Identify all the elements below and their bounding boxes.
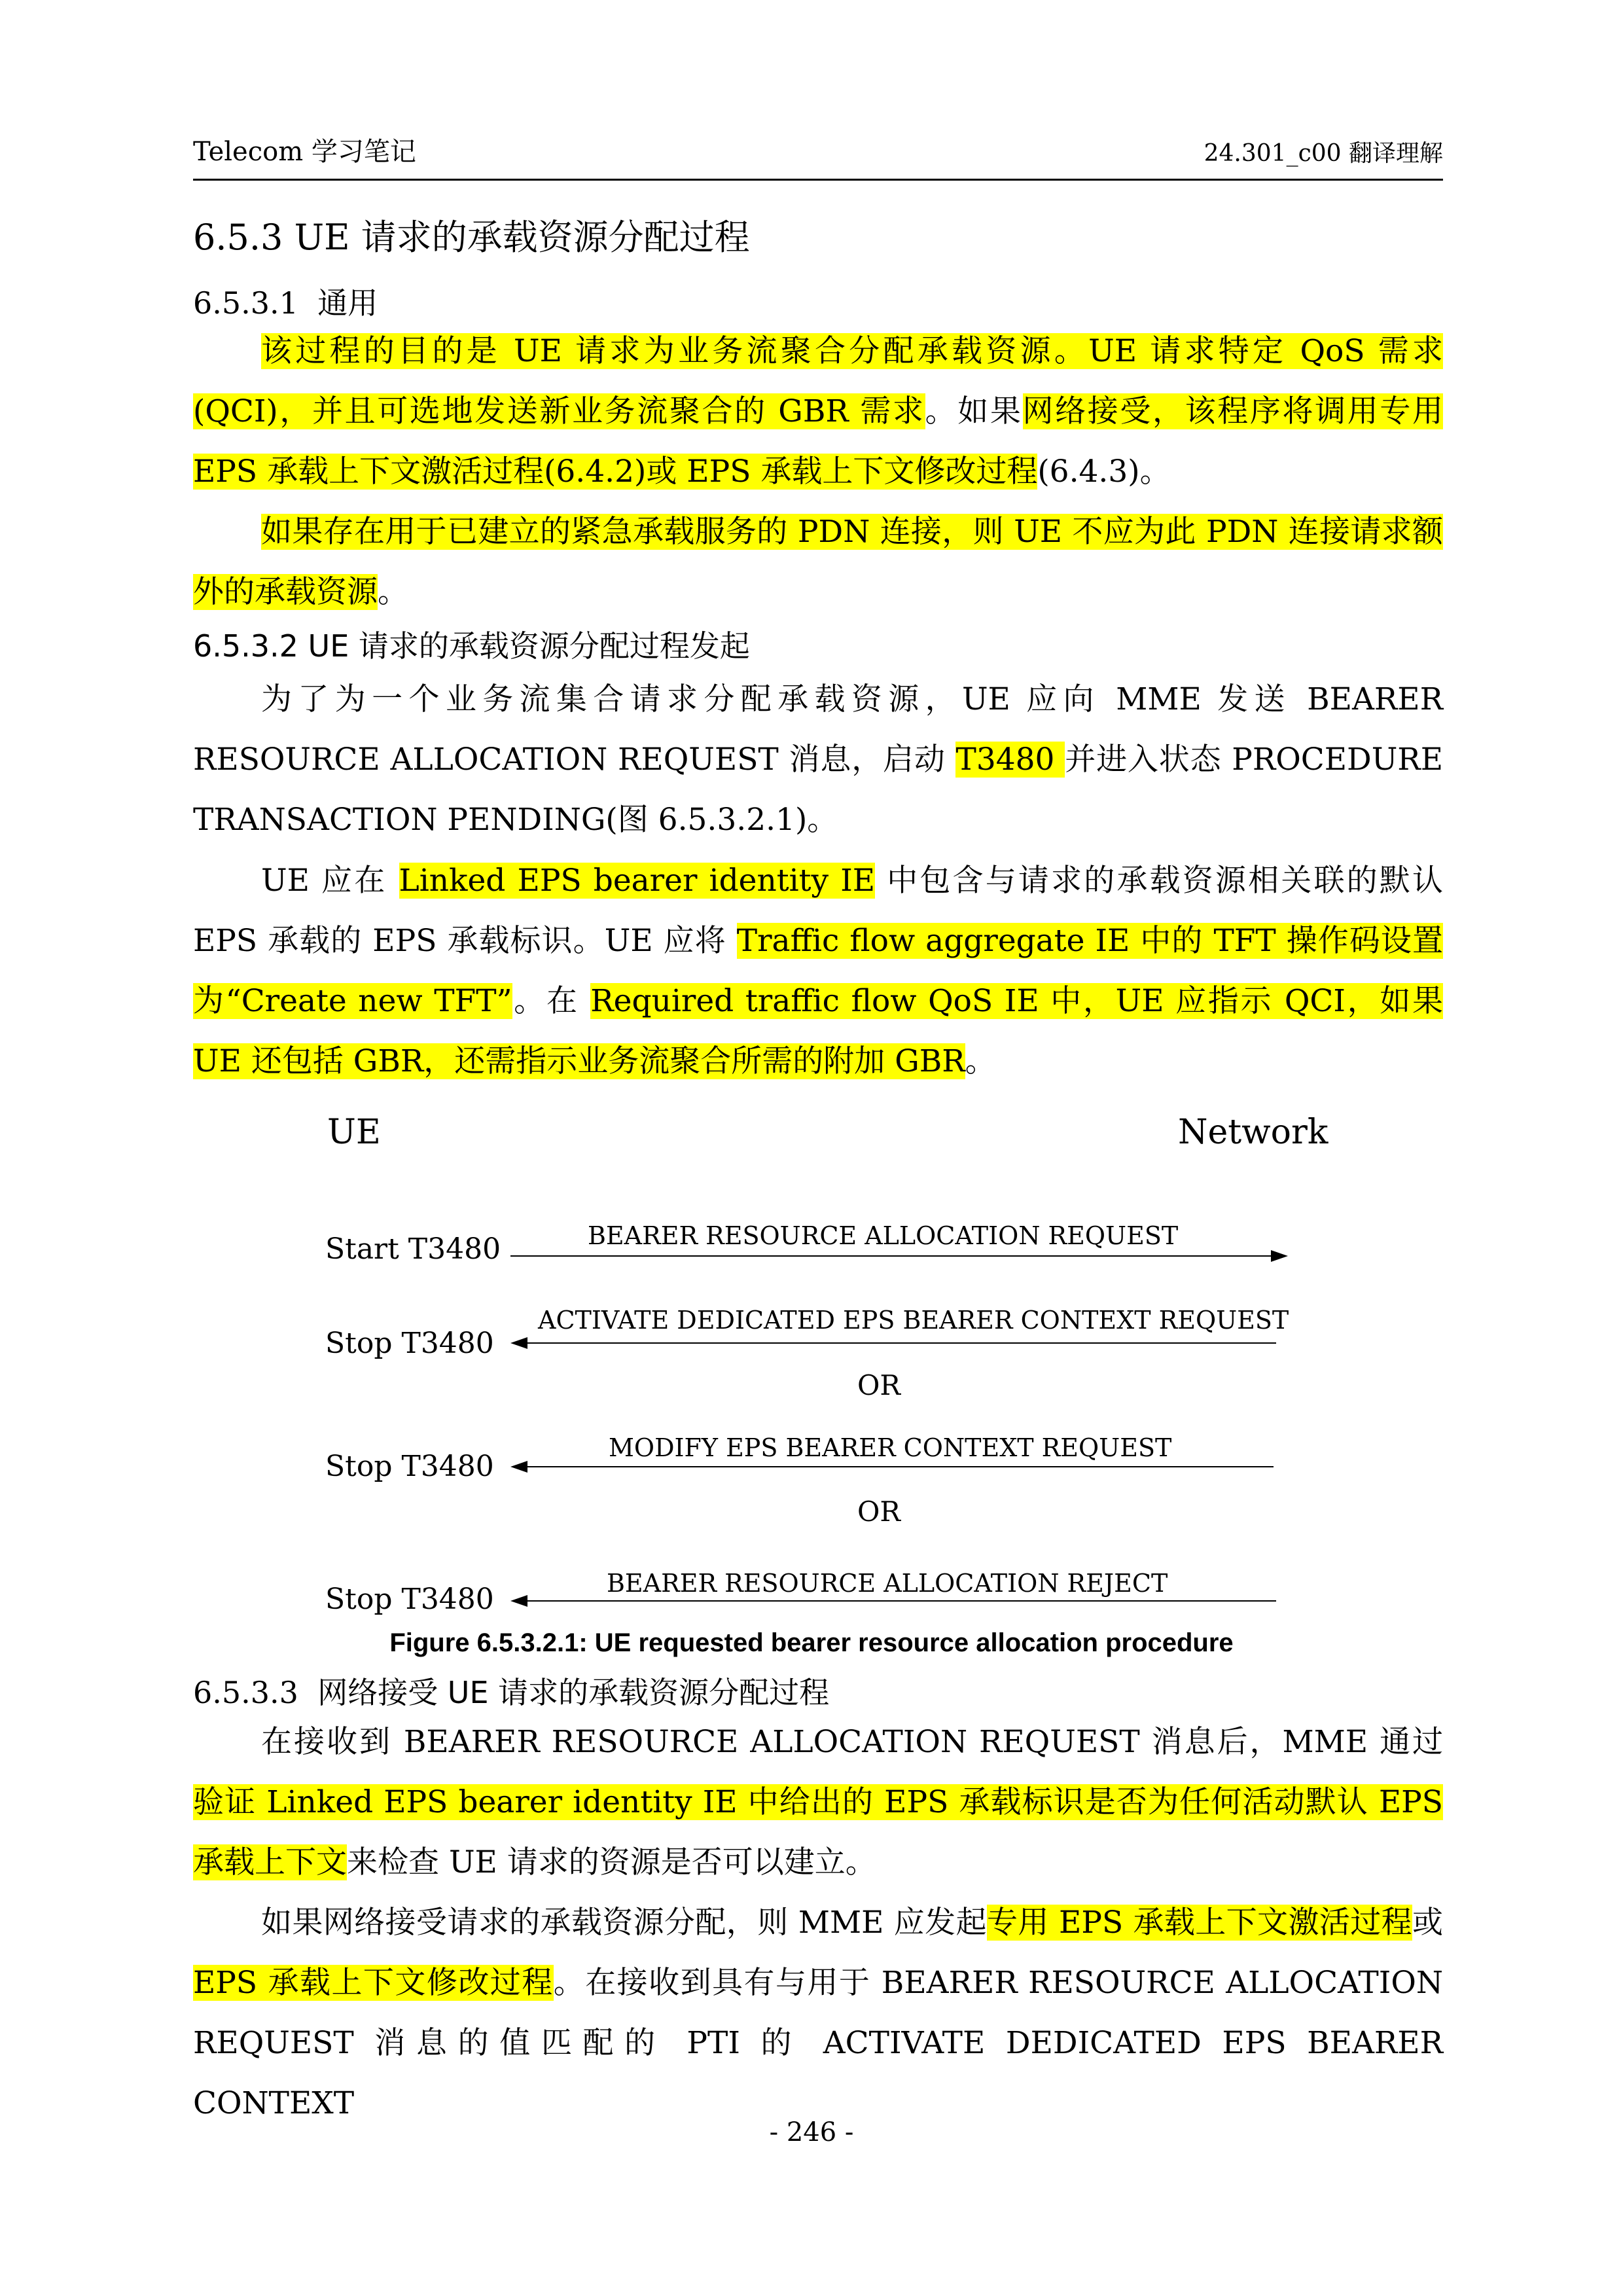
highlight: Required traffic flow QoS IE 中，UE 应指示 QCI，如果 UE 还包括 GBR，还需指示业务流聚合所需的附加 GBR bbox=[193, 983, 1443, 1079]
message-label: MODIFY EPS BEARER CONTEXT REQUEST bbox=[609, 1433, 1172, 1462]
arrow-head-left-icon bbox=[510, 1337, 527, 1349]
arrow-line bbox=[527, 1342, 1276, 1344]
timer-label: Stop T3480 bbox=[325, 1450, 494, 1483]
text-span: 。 bbox=[378, 574, 408, 610]
highlight: 该过程的目的是 UE 请求为业务流聚合分配承载资源。 bbox=[261, 333, 1089, 369]
text-span: 。 bbox=[965, 1043, 996, 1079]
text-span: 中包含与请求的承载资源相关联的默认 EPS 承载的 EPS 承载标识。UE 应将 bbox=[193, 863, 1443, 959]
message-label: ACTIVATE DEDICATED EPS BEARER CONTEXT REQUEST bbox=[538, 1306, 1289, 1335]
arrow-head-left-icon bbox=[510, 1461, 527, 1473]
text-span: 如果网络接受请求的承载资源分配，则 MME 应发起 bbox=[261, 1905, 987, 1941]
highlight: 如果存在用于已建立的紧急承载服务的 PDN 连接，则 UE 不应为此 PDN 连接请求额外的承载资源 bbox=[193, 514, 1443, 610]
general-paragraph-1 bbox=[193, 321, 1443, 502]
initiation-paragraph-1 bbox=[193, 670, 1443, 850]
initiation-paragraph-2 bbox=[193, 851, 1443, 1092]
subsection-title: 通用 bbox=[317, 285, 378, 321]
timer-label: Stop T3480 bbox=[325, 1327, 494, 1360]
page-header bbox=[193, 134, 1443, 181]
timer-label: Start T3480 bbox=[325, 1232, 501, 1266]
accepted-paragraph-2 bbox=[193, 1893, 1443, 2134]
highlight: T3480 bbox=[955, 742, 1065, 778]
highlight: Linked EPS bearer identity IE bbox=[399, 863, 876, 899]
subsection-title: 网络接受 UE 请求的承载资源分配过程 bbox=[317, 1675, 830, 1710]
subsection-number: 6.5.3.1 bbox=[193, 285, 298, 321]
arrow-head-right-icon bbox=[1271, 1250, 1288, 1262]
text-span: 来检查 UE 请求的资源是否可以建立。 bbox=[347, 1844, 876, 1880]
accepted-paragraph-1 bbox=[193, 1712, 1443, 1893]
subsection-title: 6.5.3.2 UE 请求的承载资源分配过程发起 bbox=[193, 628, 750, 664]
text-span: 在接收到 BEARER RESOURCE ALLOCATION REQUEST 消息后，MME 通过 bbox=[261, 1724, 1443, 1760]
highlight: UE 请求特定 QoS 需求(QCI)，并且可选地发送新业务流聚合的 GBR 需求 bbox=[193, 333, 1443, 429]
subsection-heading-general bbox=[193, 279, 378, 323]
arrow-line bbox=[527, 1600, 1276, 1602]
subsection-heading-accepted bbox=[193, 1669, 829, 1712]
section-title: 6.5.3 UE 请求的承载资源分配过程 bbox=[193, 217, 750, 258]
highlight: EPS 承载上下文修改过程 bbox=[193, 1965, 554, 2001]
highlight: Traffic flow aggregate IE 中的 TFT 操作码设置为“Create new TFT” bbox=[193, 923, 1443, 1019]
figure-caption: Figure 6.5.3.2.1: UE requested bearer resource allocation procedure bbox=[389, 1628, 1234, 1657]
message-label: BEARER RESOURCE ALLOCATION REQUEST bbox=[588, 1221, 1179, 1250]
message-label: BEARER RESOURCE ALLOCATION REJECT bbox=[607, 1569, 1168, 1598]
text-span: (6.4.3)。 bbox=[1037, 454, 1171, 490]
page-number: - 246 - bbox=[769, 2117, 854, 2147]
text-span: UE 应在 bbox=[261, 863, 399, 899]
text-span: 或 bbox=[1412, 1905, 1443, 1941]
text-span: 。在接收到具有与用于 BEARER RESOURCE ALLOCATION REQUEST 消息的值匹配的 PTI 的 ACTIVATE DEDICATED EPS BEARER CONTEXT bbox=[193, 1965, 1443, 2121]
text-span: 。在 bbox=[512, 983, 591, 1019]
or-label: OR bbox=[857, 1496, 901, 1528]
text-span: 。如果 bbox=[925, 393, 1023, 429]
text-span: 为了为一个业务流集合请求分配承载资源，UE 应向 MME 发送 BEARER RESOURCE ALLOCATION REQUEST 消息，启动 bbox=[193, 681, 1443, 778]
subsection-heading-initiation bbox=[193, 622, 750, 666]
arrow-line bbox=[527, 1466, 1274, 1467]
highlight: 网络接受，该程序将调用专用 EPS 承载上下文激活过程(6.4.2)或 EPS 承载上下文修改过程 bbox=[193, 393, 1444, 490]
header-right: 24.301_c00 翻译理解 bbox=[1204, 140, 1443, 167]
subsection-number: 6.5.3.3 bbox=[193, 1675, 298, 1710]
arrow-line bbox=[510, 1255, 1271, 1257]
timer-label: Stop T3480 bbox=[325, 1583, 494, 1616]
highlight: 验证 Linked EPS bearer identity IE 中给出的 EPS 承载标识是否为任何活动默认 EPS 承载上下文 bbox=[193, 1784, 1443, 1880]
arrow-head-left-icon bbox=[510, 1595, 527, 1607]
general-paragraph-2 bbox=[193, 502, 1443, 622]
highlight: 专用 EPS 承载上下文激活过程 bbox=[986, 1905, 1412, 1941]
network-label: Network bbox=[1178, 1113, 1329, 1152]
or-label: OR bbox=[857, 1369, 901, 1401]
header-left: Telecom 学习笔记 bbox=[193, 137, 416, 167]
ue-label: UE bbox=[327, 1113, 381, 1152]
text-span: 并进入状态 PROCEDURE TRANSACTION PENDING(图 6.5.3.2.1)。 bbox=[193, 742, 1443, 838]
